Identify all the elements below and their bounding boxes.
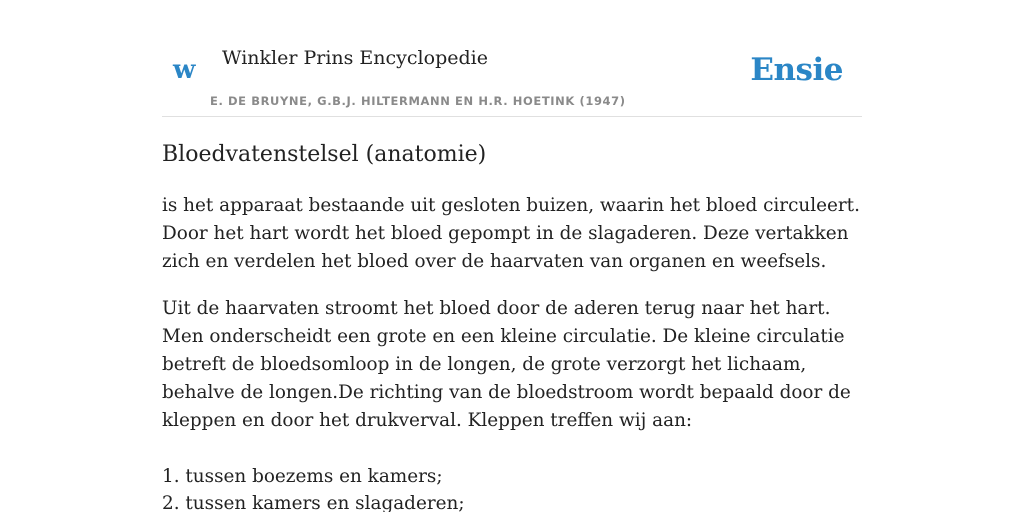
document-page xyxy=(162,0,862,512)
publication-title[interactable]: Winkler Prins Encyclopedie xyxy=(222,47,488,69)
valve-list xyxy=(162,463,465,512)
entry-title: Bloedvatenstelsel (anatomie) xyxy=(162,142,487,167)
ensie-logo[interactable]: Ensie xyxy=(750,52,843,88)
authors-line: E. DE BRUYNE, G.B.J. HILTERMANN EN H.R. HOETINK (1947) xyxy=(210,94,626,108)
list-item: 1. tussen boezems en kamers; xyxy=(162,466,443,487)
list-item: 2. tussen kamers en slagaderen; xyxy=(162,493,465,512)
article-paragraph-2: Uit de haarvaten stroomt het bloed door de aderen terug naar het hart. Men onderscheidt een grote en een kleine circulatie. De kleine circulatie betreft de bloedsomloop in de longen, de grote verzorgt het lichaam, behalve de longen.De richting van de bloedstroom wordt bepaald door de kleppen en door het drukverval. Kleppen treffen wij aan: xyxy=(162,298,851,431)
article-paragraph-1: is het apparaat bestaande uit gesloten buizen, waarin het bloed circuleert. Door het hart wordt het bloed gepompt in de slagaderen. Deze vertakken zich en verdelen het bloed over de haarvaten van organen en weefsels. xyxy=(162,195,860,272)
header xyxy=(162,0,862,117)
winkler-prins-logo[interactable]: w xyxy=(173,55,196,85)
